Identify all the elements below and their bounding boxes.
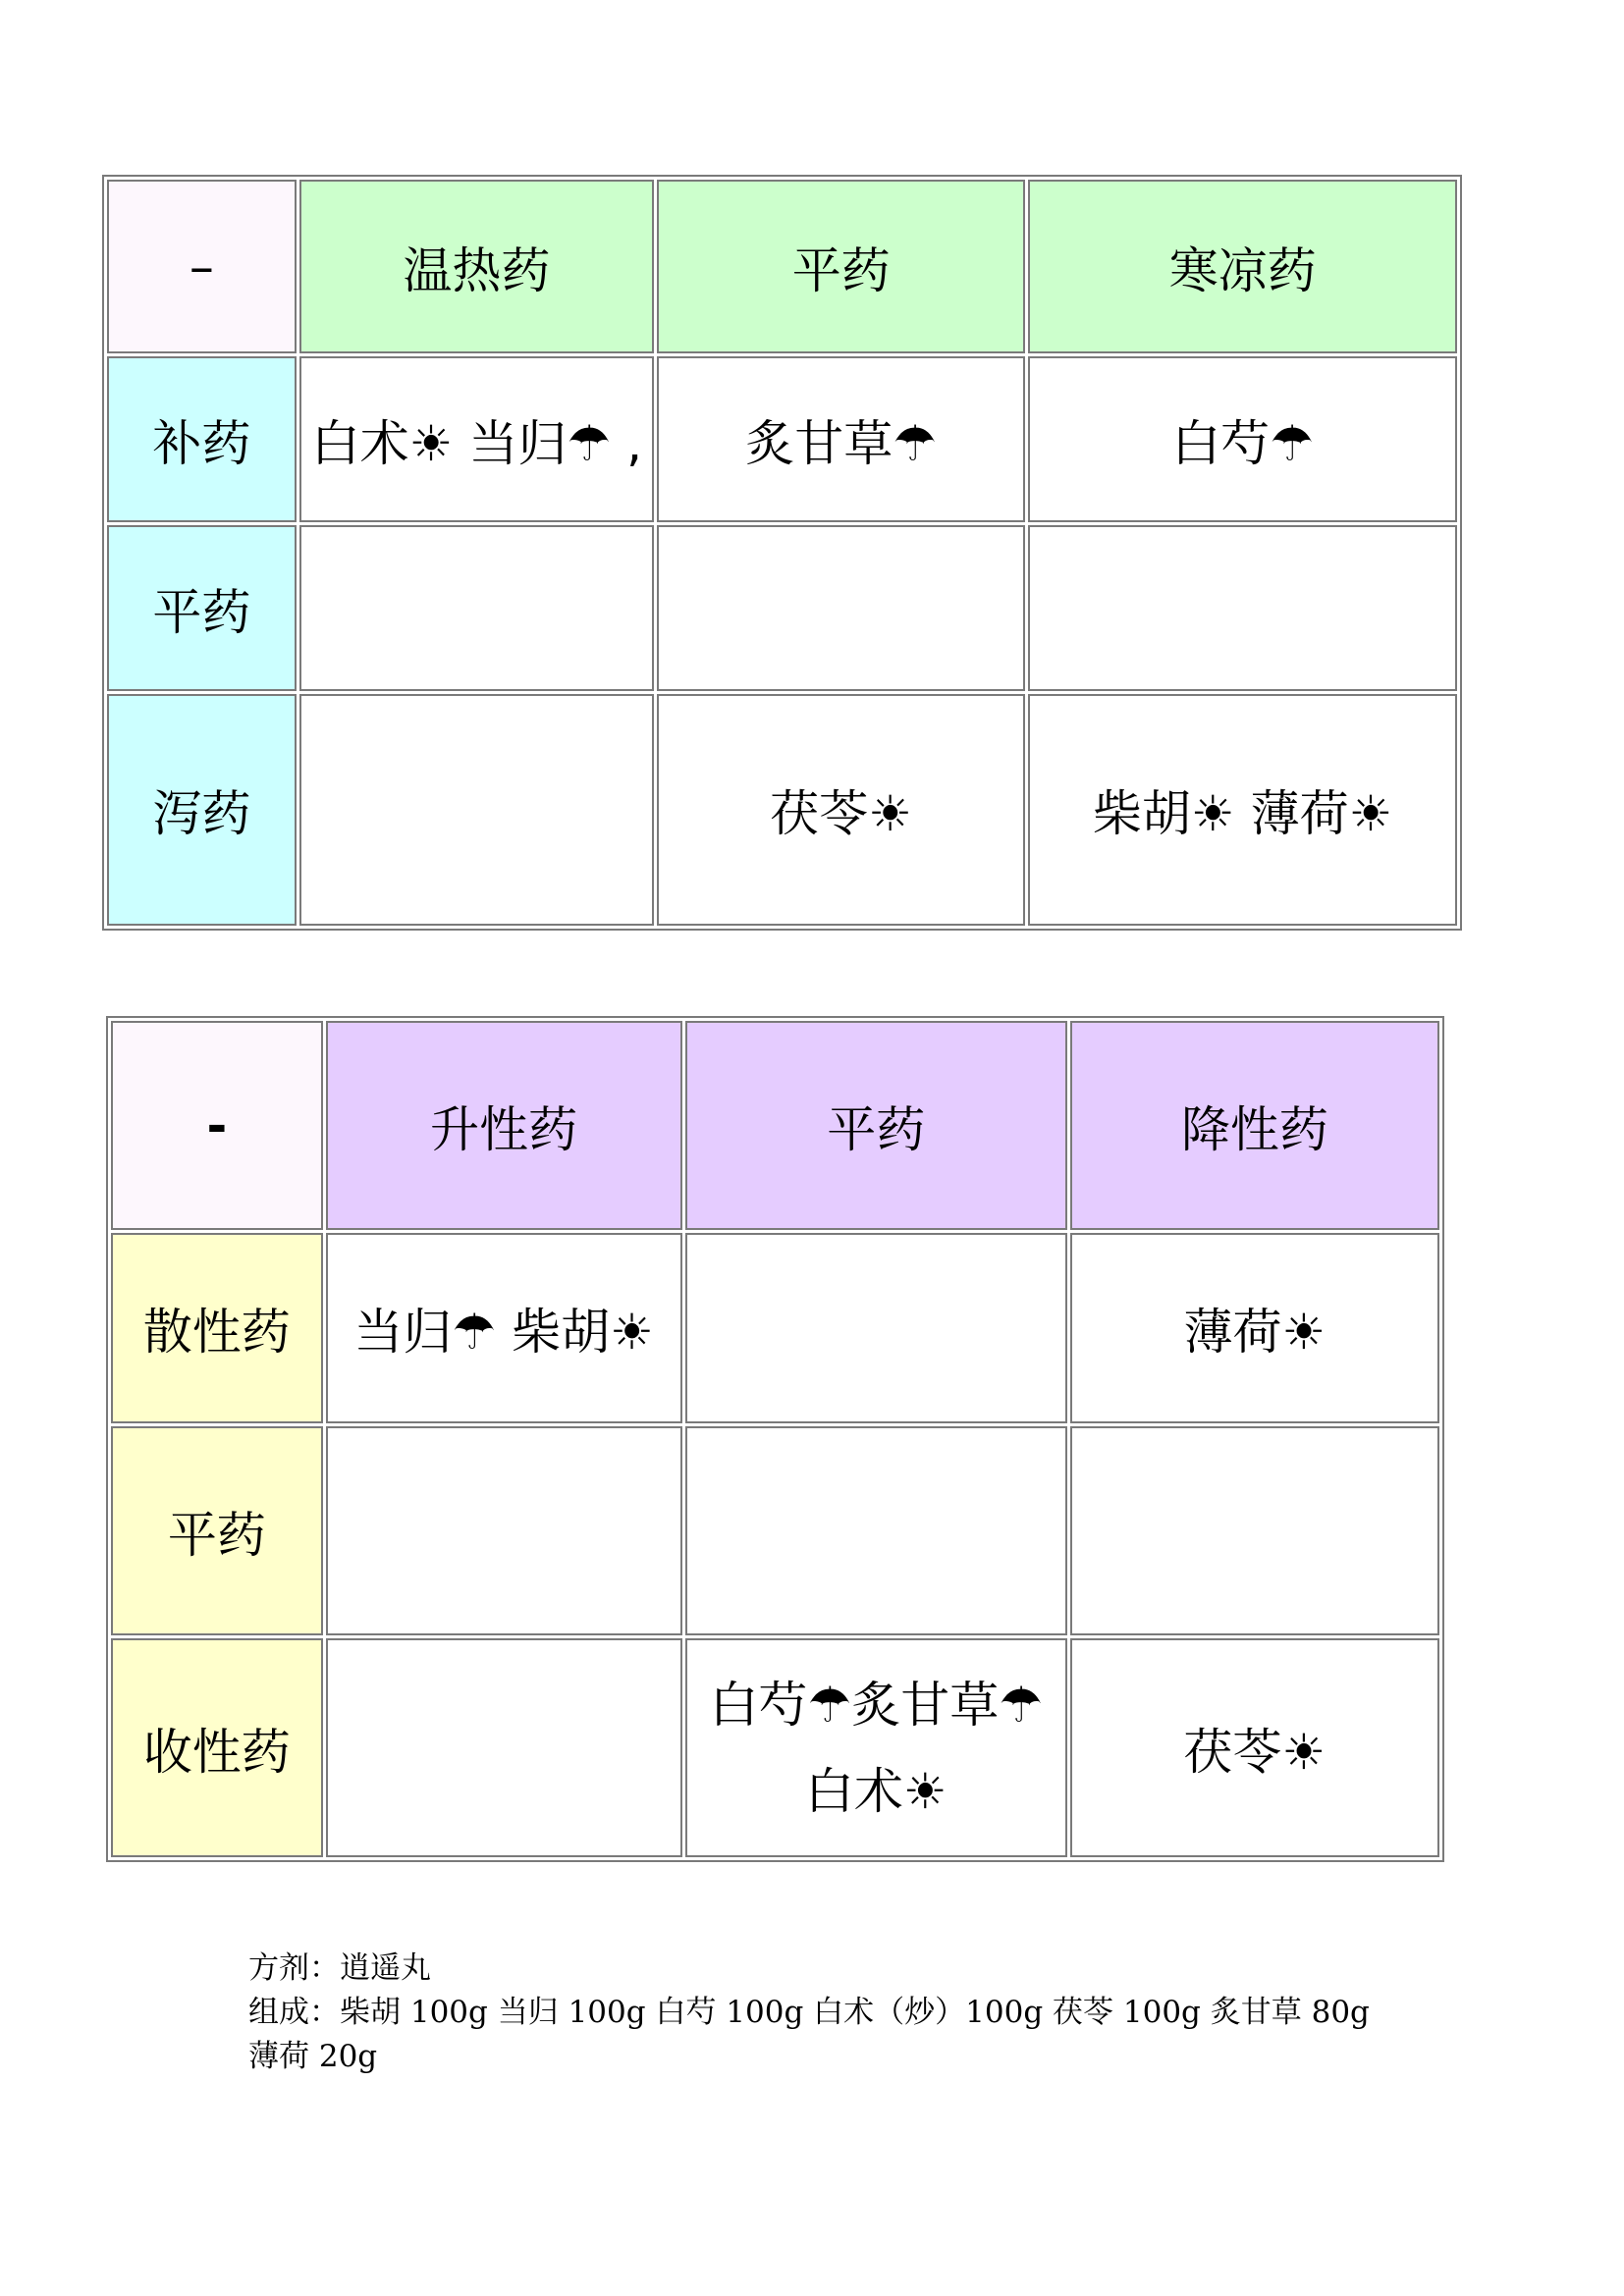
table-cell: 柴胡☀ 薄荷☀	[1028, 694, 1457, 926]
table-corner-cell: –	[107, 180, 297, 353]
table-properties-temperature	[102, 175, 1462, 931]
table-header-row	[111, 1021, 1439, 1230]
table-cell: 白芍☂炙甘草☂ 白术☀	[685, 1638, 1067, 1857]
column-header-cold: 寒凉药	[1028, 180, 1457, 353]
table-row	[107, 694, 1457, 926]
table-cell: 炙甘草☂	[657, 356, 1025, 522]
table-cell	[685, 1426, 1067, 1635]
column-header-ascending: 升性药	[326, 1021, 682, 1230]
row-header-dispersing: 散性药	[111, 1233, 323, 1423]
column-header-neutral: 平药	[657, 180, 1025, 353]
table-cell: 薄荷☀	[1070, 1233, 1439, 1423]
row-header-neutral: 平药	[107, 525, 297, 691]
table-row	[111, 1426, 1439, 1635]
row-header-tonic: 补药	[107, 356, 297, 522]
prescription-composition: 组成：柴胡 100g 当归 100g 白芍 100g 白术（炒）100g 茯苓 100g 炙甘草 80g 薄荷 20g	[248, 1995, 1370, 2074]
table-row	[107, 525, 1457, 691]
table-header-row	[107, 180, 1457, 353]
table-row	[111, 1233, 1439, 1423]
table-cell: 白术☀ 当归☂ ,	[299, 356, 654, 522]
table-cell	[1070, 1426, 1439, 1635]
table-cell	[299, 525, 654, 691]
prescription-notes	[248, 1947, 1407, 2079]
table-corner-cell: -	[111, 1021, 323, 1230]
table-cell	[299, 694, 654, 926]
column-header-neutral: 平药	[685, 1021, 1067, 1230]
table-properties-direction	[106, 1016, 1444, 1862]
table-cell	[1028, 525, 1457, 691]
table-cell: 当归☂ 柴胡☀	[326, 1233, 682, 1423]
row-header-astringent: 收性药	[111, 1638, 323, 1857]
prescription-name: 方剂：逍遥丸	[248, 1950, 431, 1986]
table-row	[111, 1638, 1439, 1857]
table-cell: 茯苓☀	[657, 694, 1025, 926]
table-cell	[685, 1233, 1067, 1423]
column-header-warm: 温热药	[299, 180, 654, 353]
table-cell: 白芍☂	[1028, 356, 1457, 522]
table-cell	[326, 1638, 682, 1857]
table-cell: 茯苓☀	[1070, 1638, 1439, 1857]
table-cell	[326, 1426, 682, 1635]
column-header-descending: 降性药	[1070, 1021, 1439, 1230]
row-header-purge: 泻药	[107, 694, 297, 926]
table-cell	[657, 525, 1025, 691]
row-header-neutral: 平药	[111, 1426, 323, 1635]
table-row	[107, 356, 1457, 522]
